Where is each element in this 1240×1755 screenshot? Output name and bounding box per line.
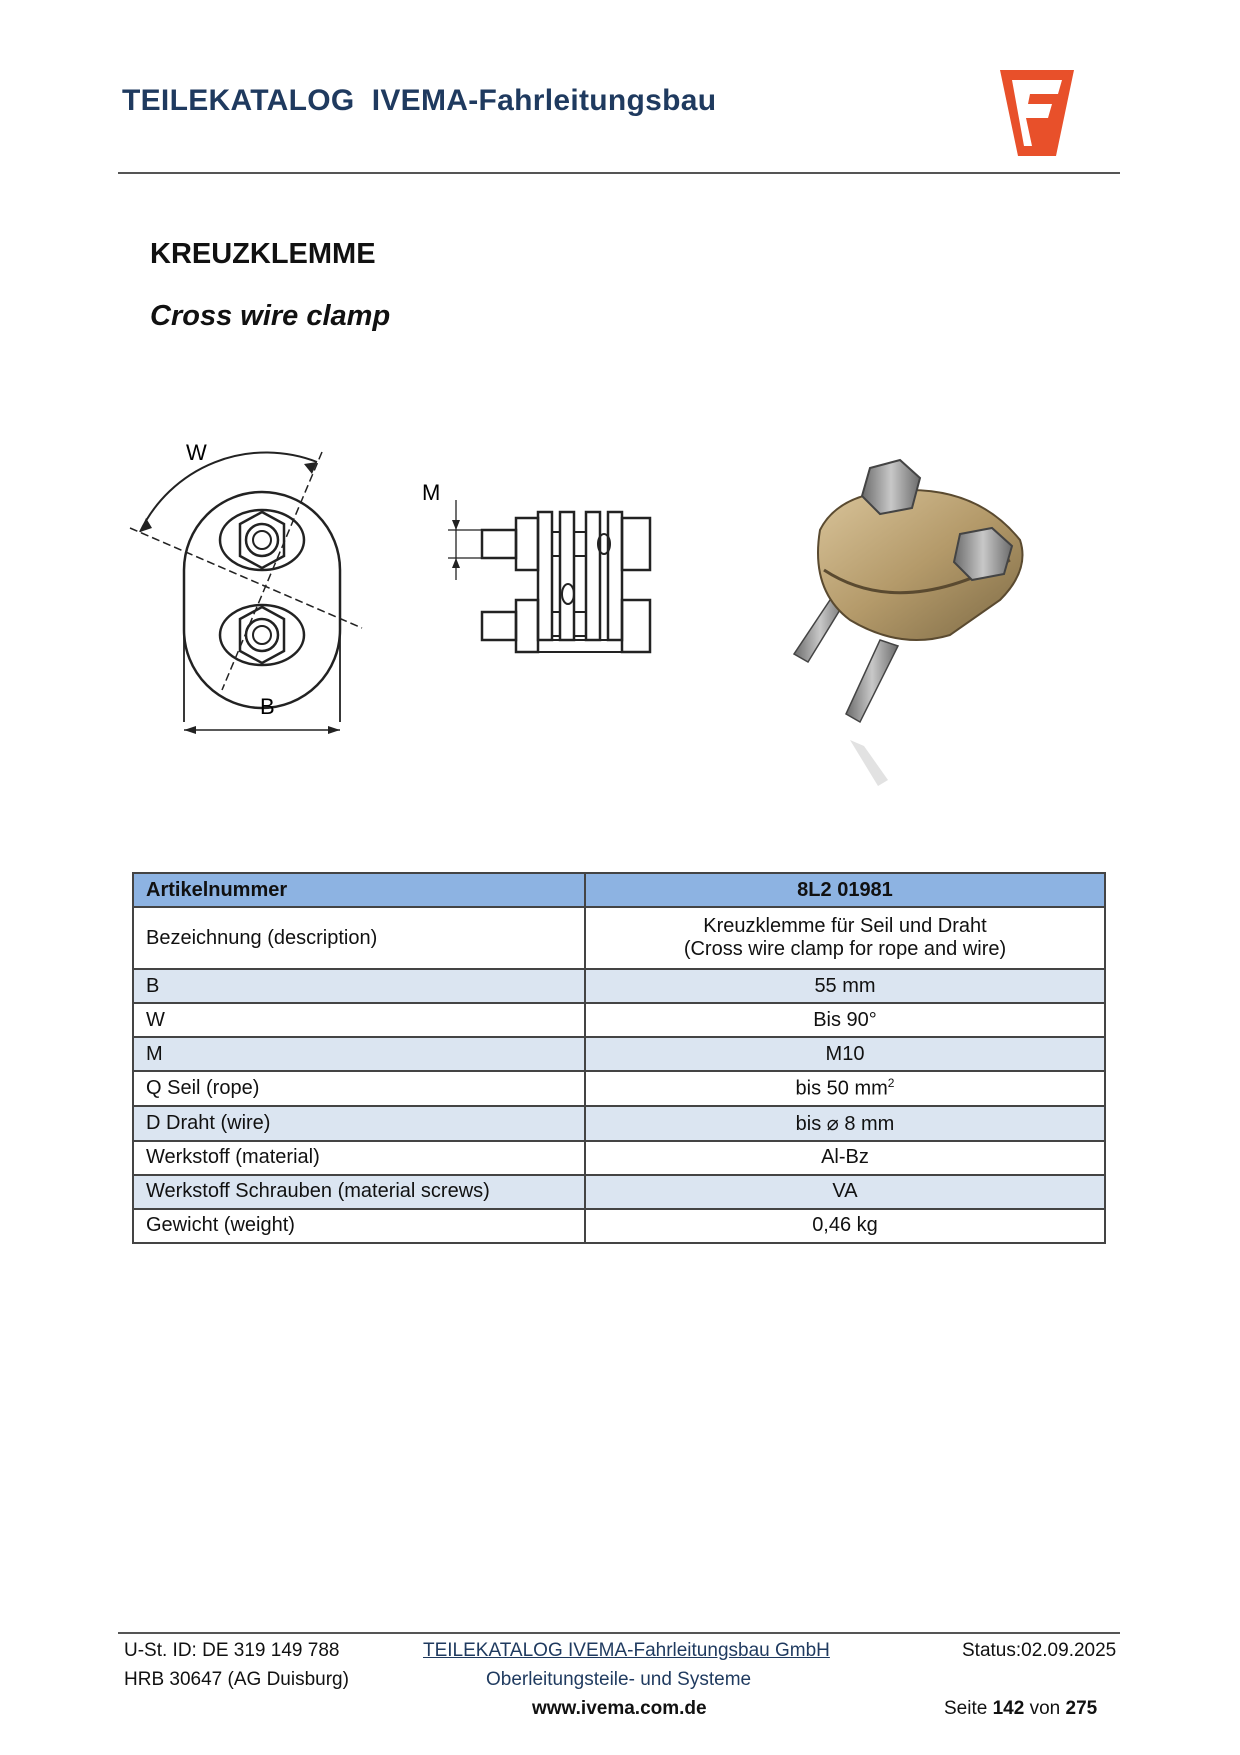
table-row	[133, 1106, 1105, 1141]
row-value: bis ⌀ 8 mm	[585, 1106, 1105, 1141]
product-photo	[780, 450, 1050, 820]
row-value: 0,46 kg	[585, 1209, 1105, 1243]
front-view-drawing	[122, 440, 382, 750]
row-value: VA	[585, 1175, 1105, 1209]
row-label: Gewicht (weight)	[133, 1209, 585, 1243]
table-row	[133, 1071, 1105, 1106]
row-label: Werkstoff (material)	[133, 1141, 585, 1175]
table-header-label: Artikelnummer	[133, 873, 585, 907]
row-label: W	[133, 1003, 585, 1037]
vat-id: U-St. ID: DE 319 149 788	[124, 1640, 340, 1661]
superscript: 2	[887, 1076, 895, 1090]
table-header-row	[133, 873, 1105, 907]
page-number	[944, 1698, 1097, 1720]
row-label: B	[133, 969, 585, 1003]
row-label: D Draht (wire)	[133, 1106, 585, 1141]
product-title-german: KREUZKLEMME	[150, 238, 376, 270]
side-view-drawing	[410, 470, 690, 690]
row-value: 55 mm	[585, 969, 1105, 1003]
row-label: Bezeichnung (description)	[133, 907, 585, 969]
page-total: 275	[1065, 1698, 1098, 1719]
label-b: B	[260, 694, 275, 719]
company-tagline: Oberleitungsteile- und Systeme	[486, 1669, 752, 1690]
row-value	[585, 907, 1105, 969]
page-current: 142	[992, 1698, 1025, 1719]
label-m: M	[422, 480, 441, 505]
table-header-value: 8L2 01981	[585, 873, 1105, 907]
page-prefix: Seite	[944, 1698, 993, 1719]
row-value: M10	[585, 1037, 1105, 1071]
row-value-text: bis 50 mm	[795, 1077, 888, 1100]
table-row	[133, 907, 1105, 969]
company-link[interactable]: TEILEKATALOG IVEMA-Fahrleitungsbau GmbH	[423, 1640, 830, 1661]
row-value: Al-Bz	[585, 1141, 1105, 1175]
commercial-register: HRB 30647 (AG Duisburg)	[124, 1669, 349, 1690]
website-link[interactable]: www.ivema.com.de	[532, 1698, 707, 1719]
page-mid: von	[1024, 1698, 1066, 1719]
catalog-title: TEILEKATALOG IVEMA-Fahrleitungsbau	[122, 84, 717, 117]
row-label: Q Seil (rope)	[133, 1071, 585, 1106]
table-row	[133, 1209, 1105, 1243]
description-line-2: (Cross wire clamp for rope and wire)	[683, 938, 1007, 960]
product-title-english: Cross wire clamp	[150, 300, 391, 332]
description-line-1: Kreuzklemme für Seil und Draht	[703, 915, 987, 937]
table-row	[133, 1141, 1105, 1175]
table-row	[133, 1037, 1105, 1071]
table-row	[133, 1175, 1105, 1209]
row-label: M	[133, 1037, 585, 1071]
row-value: Bis 90°	[585, 1003, 1105, 1037]
header-divider	[118, 172, 1120, 174]
table-row	[133, 1003, 1105, 1037]
status-date: Status:02.09.2025	[962, 1640, 1117, 1661]
label-w: W	[186, 440, 207, 465]
row-label: Werkstoff Schrauben (material screws)	[133, 1175, 585, 1209]
footer-divider	[118, 1632, 1120, 1634]
table-row	[133, 969, 1105, 1003]
ivema-logo	[996, 64, 1078, 160]
row-value	[585, 1071, 1105, 1106]
spec-table	[132, 872, 1106, 1244]
